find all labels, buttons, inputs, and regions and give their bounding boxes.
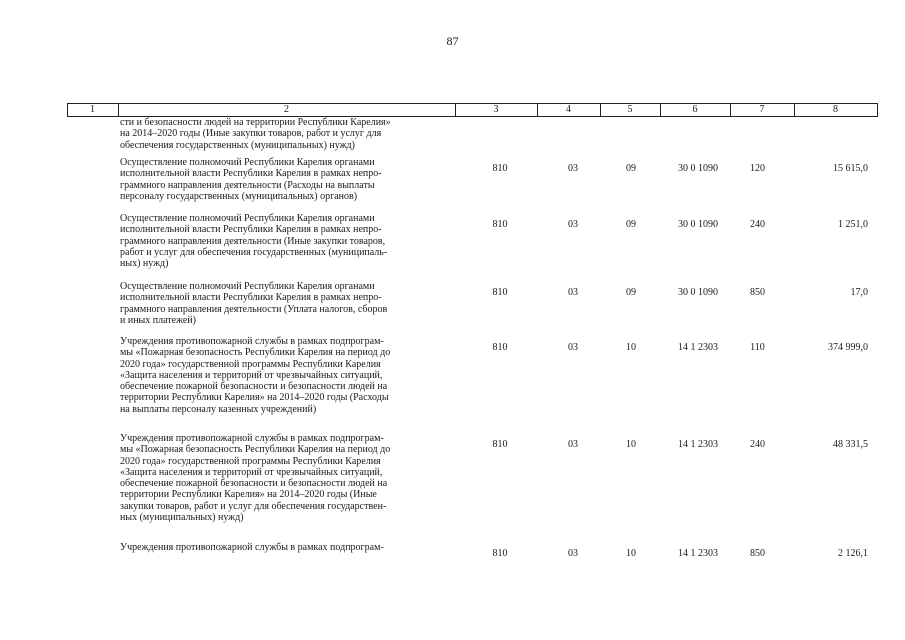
row-description: Осуществление полномочий Республики Карелия органами исполнительной власти Республики Карелия в рамках непро- граммного направления деятельности (Уплата налогов, сборов и иных платежей) xyxy=(120,281,388,326)
row-col-7: 120 xyxy=(750,163,765,174)
row-col-6: 14 1 2303 xyxy=(678,439,718,450)
row-col-8: 2 126,1 xyxy=(838,548,868,559)
row-col-5: 09 xyxy=(626,219,636,230)
header-col-8: 8 xyxy=(833,104,838,115)
row-col-8: 15 615,0 xyxy=(833,163,868,174)
row-col-5: 09 xyxy=(626,287,636,298)
row-col-5: 10 xyxy=(626,342,636,353)
row-col-6: 30 0 1090 xyxy=(678,287,718,298)
row-col-8: 48 331,5 xyxy=(833,439,868,450)
table-header-row xyxy=(67,103,878,116)
header-col-3: 3 xyxy=(493,104,499,115)
row-col-4: 03 xyxy=(568,439,578,450)
row-col-3: 810 xyxy=(492,439,508,450)
row-col-3: 810 xyxy=(492,342,508,353)
row-col-5: 09 xyxy=(626,163,636,174)
row-col-7: 850 xyxy=(750,548,765,559)
header-divider xyxy=(877,103,878,117)
header-col-7: 7 xyxy=(759,104,765,115)
row-description: сти и безопасности людей на территории Республики Карелия» на 2014–2020 годы (Иные закупки товаров, работ и услуг для обеспечения государственных (муниципальных) нужд) xyxy=(120,117,391,151)
row-description: Учреждения противопожарной службы в рамках подпрограм- мы «Пожарная безопасность Республики Карелия на период до 2020 года» государственной программы Республики Карелия «Защита населения и территорий от чрезвычайных ситуаций, обеспечение пожарной безопасности и безопасности людей на территории Республики Карелия» на 2014–2020 годы (Расходы на выплаты персоналу казенных учреждений) xyxy=(120,336,391,415)
header-col-2: 2 xyxy=(284,104,289,115)
row-col-8: 17,0 xyxy=(850,287,868,298)
header-col-5: 5 xyxy=(627,104,633,115)
row-col-3: 810 xyxy=(492,548,508,559)
row-col-6: 14 1 2303 xyxy=(678,548,718,559)
row-col-3: 810 xyxy=(492,287,508,298)
row-col-3: 810 xyxy=(492,219,508,230)
row-description: Учреждения противопожарной службы в рамках подпрограм- мы «Пожарная безопасность Республики Карелия на период до 2020 года» государственной программы Республики Карелия «Защита населения и территорий от чрезвычайных ситуаций, обеспечение пожарной безопасности и безопасности людей на территории Республики Карелия» на 2014–2020 годы (Иные закупки товаров, работ и услуг для обеспечения государствен- ных (муниципальных) нужд) xyxy=(120,433,391,524)
row-col-5: 10 xyxy=(626,439,636,450)
row-col-5: 10 xyxy=(626,548,636,559)
row-description: Осуществление полномочий Республики Карелия органами исполнительной власти Республики Карелия в рамках непро- граммного направления деятельности (Расходы на выплаты персоналу государственных (муниципальных) органов) xyxy=(120,157,382,202)
row-col-7: 850 xyxy=(750,287,765,298)
row-col-8: 1 251,0 xyxy=(838,219,868,230)
row-col-6: 14 1 2303 xyxy=(678,342,718,353)
row-col-7: 240 xyxy=(750,219,765,230)
header-col-1: 1 xyxy=(90,104,95,115)
row-col-4: 03 xyxy=(568,287,578,298)
row-col-4: 03 xyxy=(568,342,578,353)
row-col-6: 30 0 1090 xyxy=(678,219,718,230)
row-col-7: 110 xyxy=(750,342,765,353)
row-col-3: 810 xyxy=(492,163,508,174)
header-col-6: 6 xyxy=(692,104,698,115)
page-number: 87 xyxy=(446,34,459,48)
header-col-4: 4 xyxy=(566,104,571,115)
row-col-6: 30 0 1090 xyxy=(678,163,718,174)
row-col-4: 03 xyxy=(568,219,578,230)
row-col-7: 240 xyxy=(750,439,765,450)
row-description: Учреждения противопожарной службы в рамках подпрограм- xyxy=(120,542,384,553)
row-col-8: 374 999,0 xyxy=(828,342,868,353)
row-col-4: 03 xyxy=(568,548,578,559)
row-col-4: 03 xyxy=(568,163,578,174)
row-description: Осуществление полномочий Республики Карелия органами исполнительной власти Республики Карелия в рамках непро- граммного направления деятельности (Иные закупки товаров, работ и услуг для обеспечения государственных (муниципаль- ных) нужд) xyxy=(120,213,388,270)
